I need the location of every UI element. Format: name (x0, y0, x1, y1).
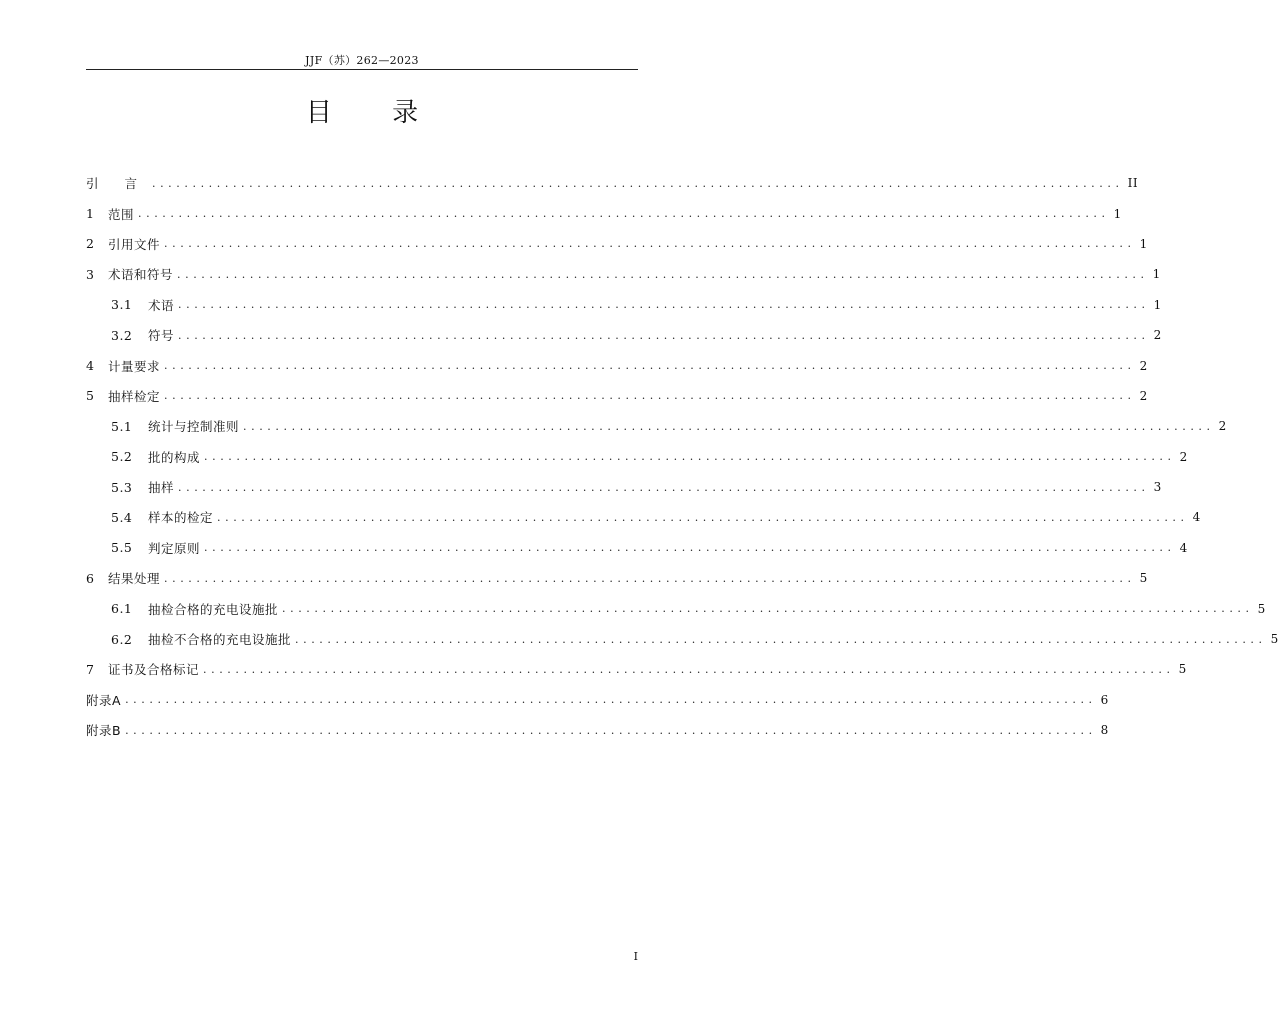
dot-leader: ........................................................................................................................ (204, 541, 1176, 555)
dot-leader: ........................................................................................................................ (164, 359, 1136, 373)
toc-entry-references[interactable] (86, 229, 1148, 259)
toc-entry-number: 5.2 (111, 449, 133, 465)
header-divider (86, 69, 638, 70)
toc-entry-number: 5 (86, 388, 95, 404)
toc-entry-label: 附录B (86, 723, 122, 739)
toc-entry-label: 结果处理 (108, 571, 161, 587)
toc-entry-appendix-a[interactable] (86, 685, 1109, 715)
toc-entry-label: 术语和符号 (108, 267, 174, 283)
toc-entry-label: 计量要求 (108, 358, 161, 374)
toc-entry-page: 4 (1179, 540, 1188, 555)
toc-entry-page: 8 (1100, 723, 1109, 738)
toc-entry-label: 批的构成 (148, 449, 201, 465)
dot-leader: ........................................................................................................................ (164, 389, 1136, 403)
toc-entry-judgment-principles[interactable] (86, 533, 1188, 563)
toc-entry-page: 6 (1100, 692, 1109, 707)
toc-entry-terms-symbols[interactable] (86, 259, 1161, 289)
toc-entry-label: 附录A (86, 692, 122, 708)
toc-entry-label: 引 言 (86, 176, 148, 192)
toc-entry-page: 1 (1113, 206, 1122, 221)
dot-leader: ........................................................................................................................ (177, 267, 1149, 281)
toc-entry-foreword[interactable] (86, 168, 1139, 198)
toc-entry-page: 2 (1139, 388, 1148, 403)
dot-leader: ........................................................................................................................ (151, 176, 1124, 190)
dot-leader: ........................................................................................................................ (178, 480, 1150, 494)
toc-entry-sampling[interactable] (86, 472, 1162, 502)
toc-entry-page: 5 (1270, 632, 1279, 647)
document-code-header: JJF（苏）262—2023 (305, 54, 419, 67)
toc-entry-batch-composition[interactable] (86, 442, 1188, 472)
dot-leader: ........................................................................................................................ (217, 510, 1189, 524)
page-number: I (633, 950, 638, 963)
dot-leader: ........................................................................................................................ (243, 419, 1215, 433)
toc-entry-label: 符号 (148, 328, 175, 344)
toc-entry-unqualified-batch[interactable] (86, 624, 1279, 654)
dot-leader: ........................................................................................................................ (138, 207, 1110, 221)
toc-entry-label: 引用文件 (108, 236, 161, 252)
toc-entry-page: 2 (1218, 419, 1227, 434)
toc-entry-label: 抽样检定 (108, 388, 161, 404)
toc-entry-number: 6.1 (111, 601, 133, 617)
toc-entry-page: 1 (1152, 267, 1161, 282)
toc-entry-label: 范围 (108, 206, 135, 222)
toc-entry-label: 抽检合格的充电设施批 (148, 601, 279, 617)
toc-entry-page: II (1127, 176, 1139, 191)
toc-entry-number: 5.1 (111, 418, 133, 434)
toc-entry-number: 4 (86, 358, 95, 374)
toc-entry-number: 5.4 (111, 509, 133, 525)
toc-entry-page: 1 (1153, 297, 1162, 312)
toc-entry-certificate-marking[interactable] (86, 654, 1187, 684)
dot-leader: ........................................................................................................................ (125, 723, 1097, 737)
dot-leader: ........................................................................................................................ (178, 298, 1150, 312)
toc-entry-page: 5 (1178, 662, 1187, 677)
toc-entry-number: 6 (86, 570, 95, 586)
toc-entry-number: 2 (86, 236, 95, 252)
dot-leader: ........................................................................................................................ (164, 237, 1136, 251)
toc-entry-symbols[interactable] (86, 320, 1162, 350)
dot-leader: ........................................................................................................................ (204, 450, 1176, 464)
toc-entry-result-handling[interactable] (86, 563, 1148, 593)
toc-entry-sampling-verification[interactable] (86, 381, 1148, 411)
toc-entry-label: 抽检不合格的充电设施批 (148, 632, 292, 648)
toc-entry-page: 1 (1139, 236, 1148, 251)
dot-leader: ........................................................................................................................ (282, 602, 1254, 616)
toc-entry-number: 7 (86, 661, 95, 677)
toc-title: 目 录 (305, 98, 445, 128)
table-of-contents (86, 168, 1279, 745)
toc-entry-label: 术语 (148, 297, 175, 313)
dot-leader: ........................................................................................................................ (164, 571, 1136, 585)
toc-entry-metrology-requirements[interactable] (86, 350, 1148, 380)
toc-entry-page: 2 (1153, 328, 1162, 343)
dot-leader: ........................................................................................................................ (295, 632, 1267, 646)
toc-entry-page: 2 (1179, 449, 1188, 464)
toc-entry-label: 抽样 (148, 480, 175, 496)
toc-entry-terms[interactable] (86, 290, 1162, 320)
toc-entry-number: 1 (86, 206, 95, 222)
toc-entry-scope[interactable] (86, 198, 1122, 228)
dot-leader: ........................................................................................................................ (125, 693, 1097, 707)
toc-entry-number: 3.2 (111, 327, 133, 343)
toc-entry-label: 判定原则 (148, 540, 201, 556)
toc-entry-qualified-batch[interactable] (86, 593, 1266, 623)
toc-entry-label: 统计与控制准则 (148, 419, 240, 435)
dot-leader: ........................................................................................................................ (178, 328, 1150, 342)
toc-entry-label: 证书及合格标记 (108, 662, 200, 678)
toc-entry-number: 5.3 (111, 479, 133, 495)
toc-entry-page: 4 (1192, 510, 1201, 525)
toc-entry-number: 6.2 (111, 631, 133, 647)
toc-entry-page: 5 (1139, 571, 1148, 586)
toc-entry-label: 样本的检定 (148, 510, 214, 526)
toc-entry-page: 5 (1257, 601, 1266, 616)
toc-entry-number: 3 (86, 266, 95, 282)
toc-entry-statistics-criteria[interactable] (86, 411, 1227, 441)
toc-entry-page: 3 (1153, 480, 1162, 495)
toc-entry-appendix-b[interactable] (86, 715, 1109, 745)
toc-entry-page: 2 (1139, 358, 1148, 373)
dot-leader: ........................................................................................................................ (203, 662, 1175, 676)
toc-entry-sample-verification[interactable] (86, 502, 1201, 532)
toc-entry-number: 3.1 (111, 297, 133, 313)
toc-entry-number: 5.5 (111, 540, 133, 556)
